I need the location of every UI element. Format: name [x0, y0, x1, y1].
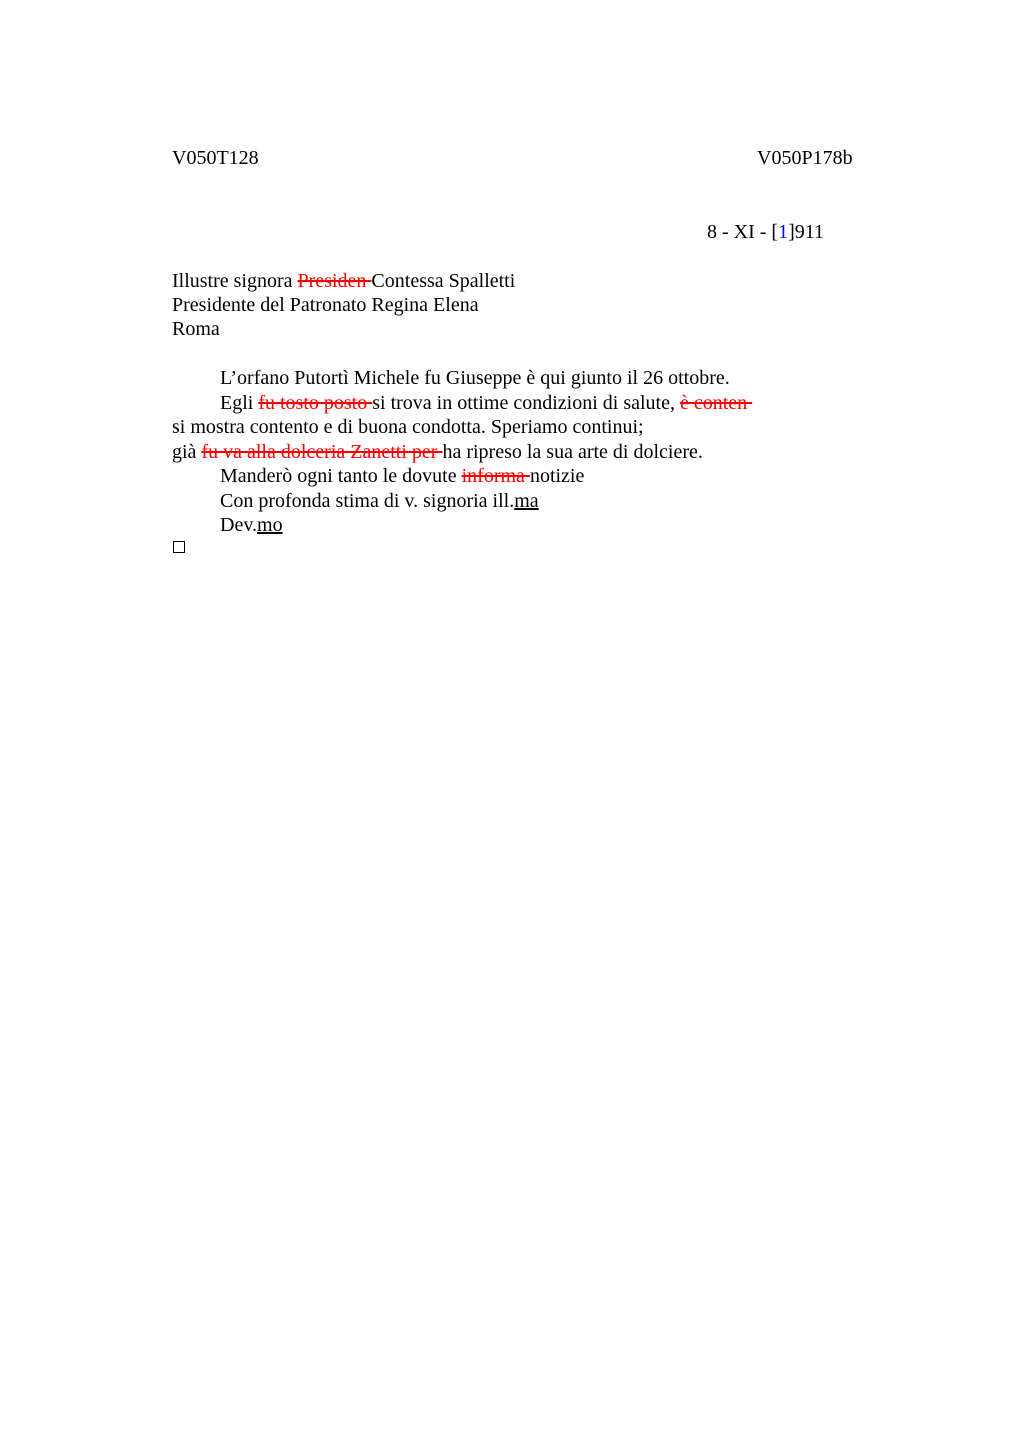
deleted-text: è conten	[679, 392, 753, 414]
body-text: Manderò ogni tanto le dovute	[220, 465, 462, 487]
body-text: Egli	[220, 392, 259, 414]
closing-line-2	[220, 513, 283, 537]
document-code-right: V050P178b	[757, 147, 853, 169]
deleted-text: Presiden	[297, 270, 372, 292]
body-line-5	[220, 464, 584, 488]
deleted-text: informa	[461, 465, 530, 487]
date-prefix: 8 - XI - [	[707, 221, 779, 243]
body-line-1: L’orfano Putortì Michele fu Giuseppe è qui giunto il 26 ottobre.	[220, 367, 730, 389]
body-line-4	[172, 440, 703, 464]
body-line-3: si mostra contento e di buona condotta. Speriamo continui;	[172, 416, 644, 438]
closing-line-1	[220, 489, 539, 513]
document-code-left: V050T128	[172, 147, 259, 169]
body-line-2	[220, 391, 752, 415]
addressee-line-2: Presidente del Patronato Regina Elena	[172, 294, 479, 316]
body-text: si trova in ottime condizioni di salute,	[372, 392, 680, 414]
addressee-text: Contessa Spalletti	[371, 270, 516, 292]
abbreviation-superscript: ma	[514, 490, 539, 512]
addressee-text: Illustre signora	[172, 270, 298, 292]
deleted-text: fu tosto posto	[258, 392, 373, 414]
deleted-text: fu va alla dolceria Zanetti per	[201, 441, 443, 463]
checkbox-square-icon	[173, 541, 185, 553]
date-bracket-digit: 1	[778, 221, 789, 243]
addressee-line-1	[172, 269, 515, 293]
date-suffix: ]911	[788, 221, 825, 243]
abbreviation-superscript: mo	[257, 514, 283, 536]
body-text: ha ripreso la sua arte di dolciere.	[442, 441, 703, 463]
body-text: già	[172, 441, 202, 463]
closing-text: Con profonda stima di v. signoria ill.	[220, 490, 515, 512]
body-text: notizie	[529, 465, 585, 487]
letter-date	[707, 220, 824, 244]
addressee-line-3: Roma	[172, 318, 220, 340]
closing-text: Dev.	[220, 514, 258, 536]
